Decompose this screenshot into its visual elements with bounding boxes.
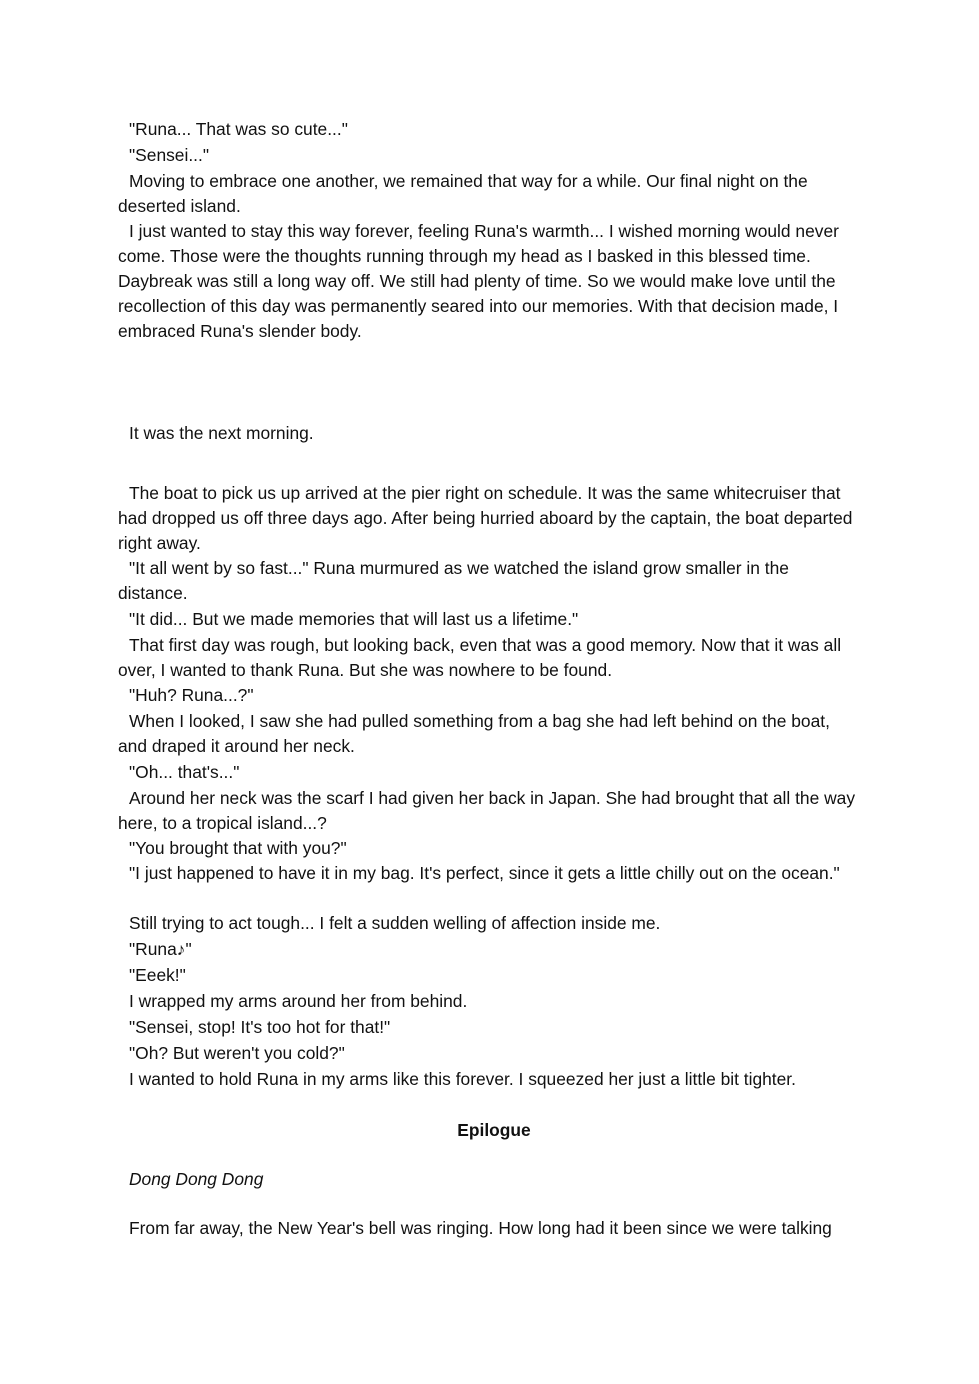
paragraph: "Runa... That was so cute..."	[129, 119, 348, 139]
paragraph: I wrapped my arms around her from behind.	[129, 991, 468, 1011]
paragraph: "Runa♪"	[129, 939, 192, 959]
paragraph: "Sensei, stop! It's too hot for that!"	[129, 1017, 391, 1037]
paragraph: It was the next morning.	[129, 423, 314, 443]
sound-effect-line: Dong Dong Dong	[129, 1169, 264, 1189]
paragraph: "It did... But we made memories that will last us a lifetime."	[129, 609, 579, 629]
paragraph: Around her neck was the scarf I had given her back in Japan. She had brought that all the way here, to a tropical island...?	[118, 788, 856, 833]
paragraph: The boat to pick us up arrived at the pier right on schedule. It was the same whitecruiser that had dropped us off three days ago. After being hurried aboard by the captain, the boat departed right away.	[118, 483, 853, 553]
epilogue-heading: Epilogue	[457, 1120, 531, 1140]
paragraph: From far away, the New Year's bell was ringing. How long had it been since we were talking	[129, 1218, 832, 1238]
paragraph: "Sensei..."	[129, 145, 210, 165]
paragraph: "It all went by so fast..." Runa murmured as we watched the island grow smaller in the distance.	[118, 558, 789, 603]
paragraph: "Oh? But weren't you cold?"	[129, 1043, 345, 1063]
paragraph: Still trying to act tough... I felt a sudden welling of affection inside me.	[129, 913, 661, 933]
paragraph: That first day was rough, but looking back, even that was a good memory. Now that it was all over, I wanted to thank Runa. But she was nowhere to be found.	[118, 635, 842, 680]
paragraph: When I looked, I saw she had pulled something from a bag she had left behind on the boat, and draped it around her neck.	[118, 711, 830, 756]
paragraph: "I just happened to have it in my bag. It's perfect, since it gets a little chilly out on the ocean."	[129, 863, 840, 883]
paragraph: I wanted to hold Runa in my arms like this forever. I squeezed her just a little bit tighter.	[129, 1069, 796, 1089]
paragraph: "You brought that with you?"	[129, 838, 347, 858]
paragraph: I just wanted to stay this way forever, feeling Runa's warmth... I wished morning would never come. Those were the thoughts running through my head as I basked in this blessed time. Daybreak was still a long way off. We still had plenty of time. So we would make love until the recollection of this day was permanently seared into our memories. With that decision made, I embraced Runa's slender body.	[118, 221, 839, 341]
paragraph: "Eeek!"	[129, 965, 186, 985]
paragraph: Moving to embrace one another, we remained that way for a while. Our final night on the deserted island.	[118, 171, 808, 216]
paragraph: "Oh... that's..."	[129, 762, 240, 782]
paragraph: "Huh? Runa...?"	[129, 685, 254, 705]
